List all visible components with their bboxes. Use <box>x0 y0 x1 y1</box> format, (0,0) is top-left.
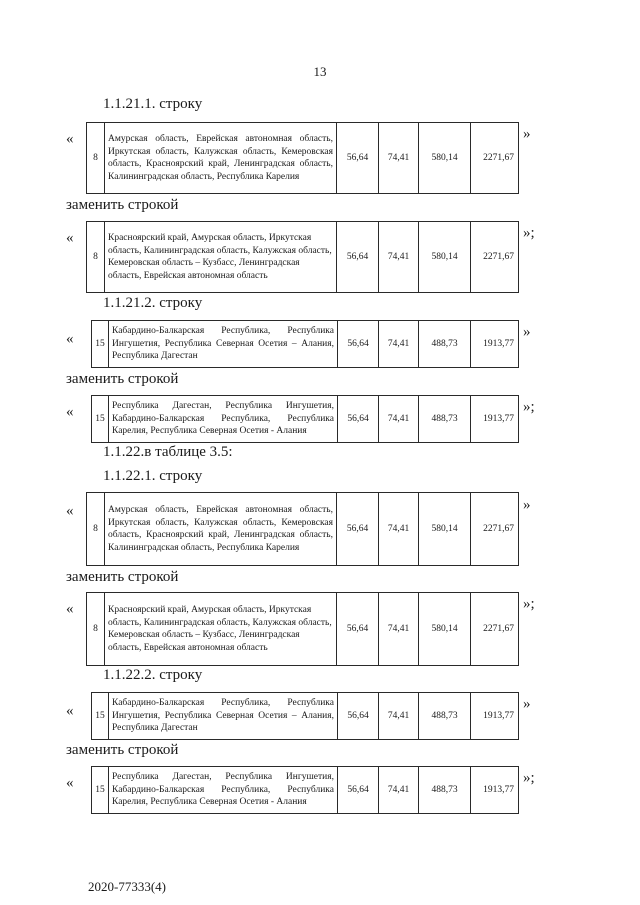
regions-cell: Кабардино-Балкарская Республика, Республика Ингушетия, Республика Северная Осетия – Алания, Республика Дагестан <box>109 693 338 740</box>
table-row <box>87 593 519 666</box>
regions-cell: Кабардино-Балкарская Республика, Республика Ингушетия, Республика Северная Осетия – Алания, Республика Дагестан <box>109 321 338 368</box>
open-quote: « <box>66 703 74 719</box>
amendment-table <box>91 766 519 814</box>
value-cell-4: 2271,67 <box>471 123 519 194</box>
value-cell-1: 56,64 <box>338 767 379 814</box>
open-quote: « <box>66 230 74 246</box>
close-quote: »; <box>523 399 535 415</box>
value-cell-1: 56,64 <box>338 693 379 740</box>
value-cell-2: 74,41 <box>379 767 419 814</box>
section-heading: 1.1.22.2. строку <box>103 667 203 683</box>
row-number: 15 <box>92 693 109 740</box>
value-cell-2: 74,41 <box>379 493 419 566</box>
value-cell-4: 1913,77 <box>471 767 519 814</box>
regions-cell: Амурская область, Еврейская автономная область, Иркутская область, Калужская область, Кемеровская область, Красноярский край, Ленинградская область, Калининградская область, Республика Карелия <box>105 123 337 194</box>
amendment-table <box>91 692 519 740</box>
section-heading: заменить строкой <box>66 197 179 213</box>
value-cell-1: 56,64 <box>338 396 379 443</box>
value-cell-3: 580,14 <box>419 593 471 666</box>
value-cell-4: 1913,77 <box>471 693 519 740</box>
value-cell-1: 56,64 <box>337 593 379 666</box>
row-number: 8 <box>87 123 105 194</box>
value-cell-2: 74,41 <box>379 593 419 666</box>
open-quote: « <box>66 404 74 420</box>
table-row <box>87 222 519 293</box>
value-cell-2: 74,41 <box>379 396 419 443</box>
amendment-table <box>86 221 519 293</box>
row-number: 8 <box>87 222 105 293</box>
close-quote: »; <box>523 770 535 786</box>
amendment-table <box>91 320 519 368</box>
value-cell-1: 56,64 <box>337 123 379 194</box>
table-row <box>92 396 519 443</box>
section-heading: 1.1.22.в таблице 3.5: <box>103 444 233 460</box>
document-footer: 2020-77333(4) <box>88 879 166 894</box>
value-cell-3: 580,14 <box>419 222 471 293</box>
value-cell-2: 74,41 <box>379 123 419 194</box>
section-heading: 1.1.21.2. строку <box>103 295 203 311</box>
regions-cell: Республика Дагестан, Республика Ингушетия, Кабардино-Балкарская Республика, Республика Карелия, Республика Северная Осетия - Алания <box>109 767 338 814</box>
regions-cell: Красноярский край, Амурская область, Иркутская область, Калининградская область, Калужская область, Кемеровская область – Кузбасс, Ленинградская область, Еврейская автономная область <box>105 593 337 666</box>
value-cell-3: 580,14 <box>419 493 471 566</box>
open-quote: « <box>66 775 74 791</box>
value-cell-3: 488,73 <box>419 767 471 814</box>
section-heading: 1.1.22.1. строку <box>103 468 203 484</box>
table-row <box>87 493 519 566</box>
open-quote: « <box>66 331 74 347</box>
value-cell-3: 488,73 <box>419 321 471 368</box>
close-quote: »; <box>523 596 535 612</box>
value-cell-4: 1913,77 <box>471 321 519 368</box>
table-row <box>87 123 519 194</box>
close-quote: »; <box>523 225 535 241</box>
value-cell-4: 1913,77 <box>471 396 519 443</box>
amendment-table <box>86 592 519 666</box>
open-quote: « <box>66 503 74 519</box>
close-quote: » <box>523 497 531 513</box>
row-number: 8 <box>87 493 105 566</box>
close-quote: » <box>523 324 531 340</box>
row-number: 15 <box>92 396 109 443</box>
value-cell-2: 74,41 <box>379 693 419 740</box>
value-cell-4: 2271,67 <box>471 222 519 293</box>
open-quote: « <box>66 601 74 617</box>
table-row <box>92 321 519 368</box>
regions-cell: Амурская область, Еврейская автономная область, Иркутская область, Калужская область, Кемеровская область, Красноярский край, Ленинградская область, Калининградская область, Республика Карелия <box>105 493 337 566</box>
table-row <box>92 693 519 740</box>
section-heading: заменить строкой <box>66 742 179 758</box>
value-cell-1: 56,64 <box>337 493 379 566</box>
value-cell-4: 2271,67 <box>471 593 519 666</box>
value-cell-2: 74,41 <box>379 222 419 293</box>
section-heading: заменить строкой <box>66 569 179 585</box>
page-number: 13 <box>313 64 327 79</box>
value-cell-2: 74,41 <box>379 321 419 368</box>
row-number: 15 <box>92 767 109 814</box>
close-quote: » <box>523 696 531 712</box>
regions-cell: Республика Дагестан, Республика Ингушетия, Кабардино-Балкарская Республика, Республика Карелия, Республика Северная Осетия - Алания <box>109 396 338 443</box>
table-row <box>92 767 519 814</box>
row-number: 15 <box>92 321 109 368</box>
amendment-table <box>86 122 519 194</box>
close-quote: » <box>523 126 531 142</box>
amendment-table <box>86 492 519 566</box>
section-heading: 1.1.21.1. строку <box>103 96 203 112</box>
amendment-table <box>91 395 519 443</box>
regions-cell: Красноярский край, Амурская область, Иркутская область, Калининградская область, Калужская область, Кемеровская область – Кузбасс, Ленинградская область, Еврейская автономная область <box>105 222 337 293</box>
value-cell-3: 488,73 <box>419 693 471 740</box>
open-quote: « <box>66 131 74 147</box>
row-number: 8 <box>87 593 105 666</box>
value-cell-3: 580,14 <box>419 123 471 194</box>
value-cell-1: 56,64 <box>338 321 379 368</box>
value-cell-3: 488,73 <box>419 396 471 443</box>
value-cell-1: 56,64 <box>337 222 379 293</box>
section-heading: заменить строкой <box>66 371 179 387</box>
value-cell-4: 2271,67 <box>471 493 519 566</box>
